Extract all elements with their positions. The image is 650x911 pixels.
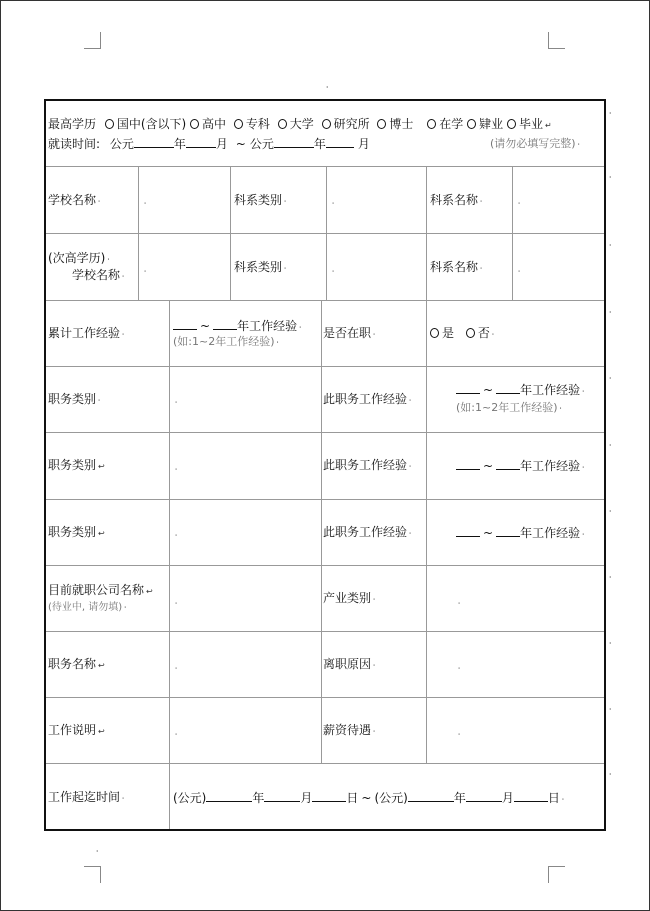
radio-icon (377, 119, 386, 129)
second-dept-type-field[interactable]: ⸱ (332, 267, 335, 276)
dept-type-field[interactable]: ⸱ (332, 199, 335, 208)
job-title-label: 职务名称 ↩ (48, 657, 105, 671)
row-divider (46, 565, 604, 566)
leave-reason-label: 离职原因 ⸱ (323, 657, 376, 671)
row-divider (46, 763, 604, 764)
dept-name-field[interactable]: ⸱ (518, 199, 521, 208)
end-year-field[interactable] (274, 136, 314, 148)
status-graduated[interactable]: 毕业 (507, 117, 543, 131)
job-experience-field[interactable]: ~ 年工作经验 ⸱ (456, 382, 584, 399)
option-university[interactable]: 大学 (278, 117, 314, 131)
job-category-label: 职务类别 ↩ (48, 458, 105, 472)
row-end-mark: ⸱ (609, 507, 612, 517)
job-experience-label: 此职务工作经验 ⸱ (323, 392, 412, 406)
job-category-label: 职务类别 ⸱ (48, 392, 101, 406)
option-high-school[interactable]: 高中 (190, 117, 226, 131)
row-end-mark: ⸱ (609, 770, 612, 780)
work-period-label: 工作起迄时间 ⸱ (48, 790, 125, 804)
resume-form (44, 99, 606, 831)
school-name-field[interactable]: ⸱ (144, 199, 147, 208)
column-divider (169, 300, 170, 829)
crop-mark-bottom-right (548, 866, 565, 883)
job-title-field[interactable]: ⸱ (175, 664, 178, 673)
row-end-mark: ⸱ (609, 374, 612, 384)
option-junior-high[interactable]: 国中(含以下) (105, 117, 186, 131)
radio-icon (105, 119, 114, 129)
fill-complete-note: (请勿必填写完整) ⸱ (490, 137, 580, 150)
start-year-field[interactable] (134, 136, 174, 148)
column-divider (426, 166, 427, 300)
paragraph-mark: ⸱ (326, 83, 329, 93)
education-line: 最高学历 国中(含以下) 高中 专科 大学 研究所 博士 在学 肄业 毕业 ↵ (48, 117, 552, 131)
column-divider (138, 166, 139, 300)
row-end-mark: ⸱ (609, 441, 612, 451)
industry-field[interactable]: ⸱ (458, 599, 461, 608)
job-description-field[interactable]: ⸱ (175, 730, 178, 739)
crop-mark-top-left (84, 32, 101, 49)
radio-icon (467, 119, 476, 129)
job-experience-label: 此职务工作经验 ⸱ (323, 458, 412, 472)
row-divider (46, 300, 604, 301)
row-end-mark: ⸱ (609, 241, 612, 251)
second-education-label: (次高学历) ⸱ (48, 251, 110, 265)
row-end-mark: ⸱ (609, 639, 612, 649)
row-divider (46, 432, 604, 433)
radio-icon (190, 119, 199, 129)
paragraph-mark: ⸱ (96, 847, 99, 857)
total-experience-field[interactable]: ~ 年工作经验 ⸱ (173, 318, 301, 335)
status-enrolled[interactable]: 在学 (427, 117, 463, 131)
radio-icon (427, 119, 436, 129)
row-divider (46, 631, 604, 632)
row-end-mark: ⸱ (609, 573, 612, 583)
second-dept-type-label: 科系类别 ⸱ (234, 260, 287, 274)
school-name-label: 学校名称 ⸱ (48, 193, 101, 207)
status-incomplete[interactable]: 肄业 (467, 117, 503, 131)
job-description-label: 工作说明 ↩ (48, 723, 105, 737)
current-company-field[interactable]: ⸱ (175, 599, 178, 608)
salary-field[interactable]: ⸱ (458, 730, 461, 739)
row-divider (46, 697, 604, 698)
row-divider (46, 166, 604, 167)
radio-icon (278, 119, 287, 129)
employed-label: 是否在职 ⸱ (323, 326, 376, 340)
row-divider (46, 499, 604, 500)
study-period-label: 就读时间: (48, 137, 101, 151)
job-experience-example: (如:1~2年工作经验) ⸱ (456, 401, 562, 414)
employed-yes[interactable]: 是 (430, 326, 454, 340)
option-doctorate[interactable]: 博士 (377, 117, 413, 131)
row-divider (46, 366, 604, 367)
column-divider (326, 166, 327, 300)
row-end-mark: ⸱ (609, 705, 612, 715)
crop-mark-top-right (548, 32, 565, 49)
second-school-name-field[interactable]: ⸱ (144, 267, 147, 276)
radio-icon (234, 119, 243, 129)
row-end-mark: ⸱ (609, 109, 612, 119)
radio-icon (466, 328, 475, 338)
radio-icon (430, 328, 439, 338)
radio-icon (322, 119, 331, 129)
second-school-name-label: 学校名称 ⸱ (72, 268, 125, 282)
second-dept-name-label: 科系名称 ⸱ (430, 260, 483, 274)
study-period-line: 就读时间: 公元 年 月 ~ 公元 年 月 (48, 137, 370, 151)
total-experience-label: 累计工作经验 ⸱ (48, 326, 125, 340)
option-college[interactable]: 专科 (234, 117, 270, 131)
row-end-mark: ⸱ (609, 173, 612, 183)
job-experience-label: 此职务工作经验 ⸱ (323, 525, 412, 539)
dept-type-label: 科系类别 ⸱ (234, 193, 287, 207)
dept-name-label: 科系名称 ⸱ (430, 193, 483, 207)
column-divider (512, 166, 513, 300)
column-divider (230, 166, 231, 300)
crop-mark-bottom-left (84, 866, 101, 883)
leave-reason-field[interactable]: ⸱ (458, 664, 461, 673)
highest-education-label: 最高学历 (48, 117, 97, 131)
column-divider (426, 300, 427, 763)
job-category-field[interactable]: ⸱ (175, 531, 178, 540)
job-experience-field[interactable]: ~ 年工作经验 ⸱ (456, 458, 584, 475)
company-note: (待业中, 请勿填) ⸱ (48, 602, 127, 613)
work-period-field[interactable]: (公元) 年 月 日 ~ (公元) 年 月 日 ⸱ (173, 791, 565, 805)
job-category-field[interactable]: ⸱ (175, 465, 178, 474)
end-month-field[interactable] (326, 136, 354, 148)
industry-label: 产业类别 ⸱ (323, 591, 376, 605)
employed-no[interactable]: 否 (466, 326, 490, 340)
current-company-label: 目前就职公司名称 ↩ (48, 583, 153, 597)
column-divider (321, 300, 322, 763)
job-category-field[interactable]: ⸱ (175, 398, 178, 407)
salary-label: 薪资待遇 ⸱ (323, 723, 376, 737)
radio-icon (507, 119, 516, 129)
row-end-mark: ⸱ (609, 308, 612, 318)
row-divider (46, 233, 604, 234)
experience-example: (如:1~2年工作经验) ⸱ (173, 335, 279, 348)
option-graduate-school[interactable]: 研究所 (322, 117, 370, 131)
start-month-field[interactable] (186, 136, 216, 148)
job-experience-field[interactable]: ~ 年工作经验 ⸱ (456, 525, 584, 542)
employed-options: 是 否 ⸱ (430, 326, 494, 342)
second-dept-name-field[interactable]: ⸱ (518, 267, 521, 276)
job-category-label: 职务类别 ↩ (48, 525, 105, 539)
